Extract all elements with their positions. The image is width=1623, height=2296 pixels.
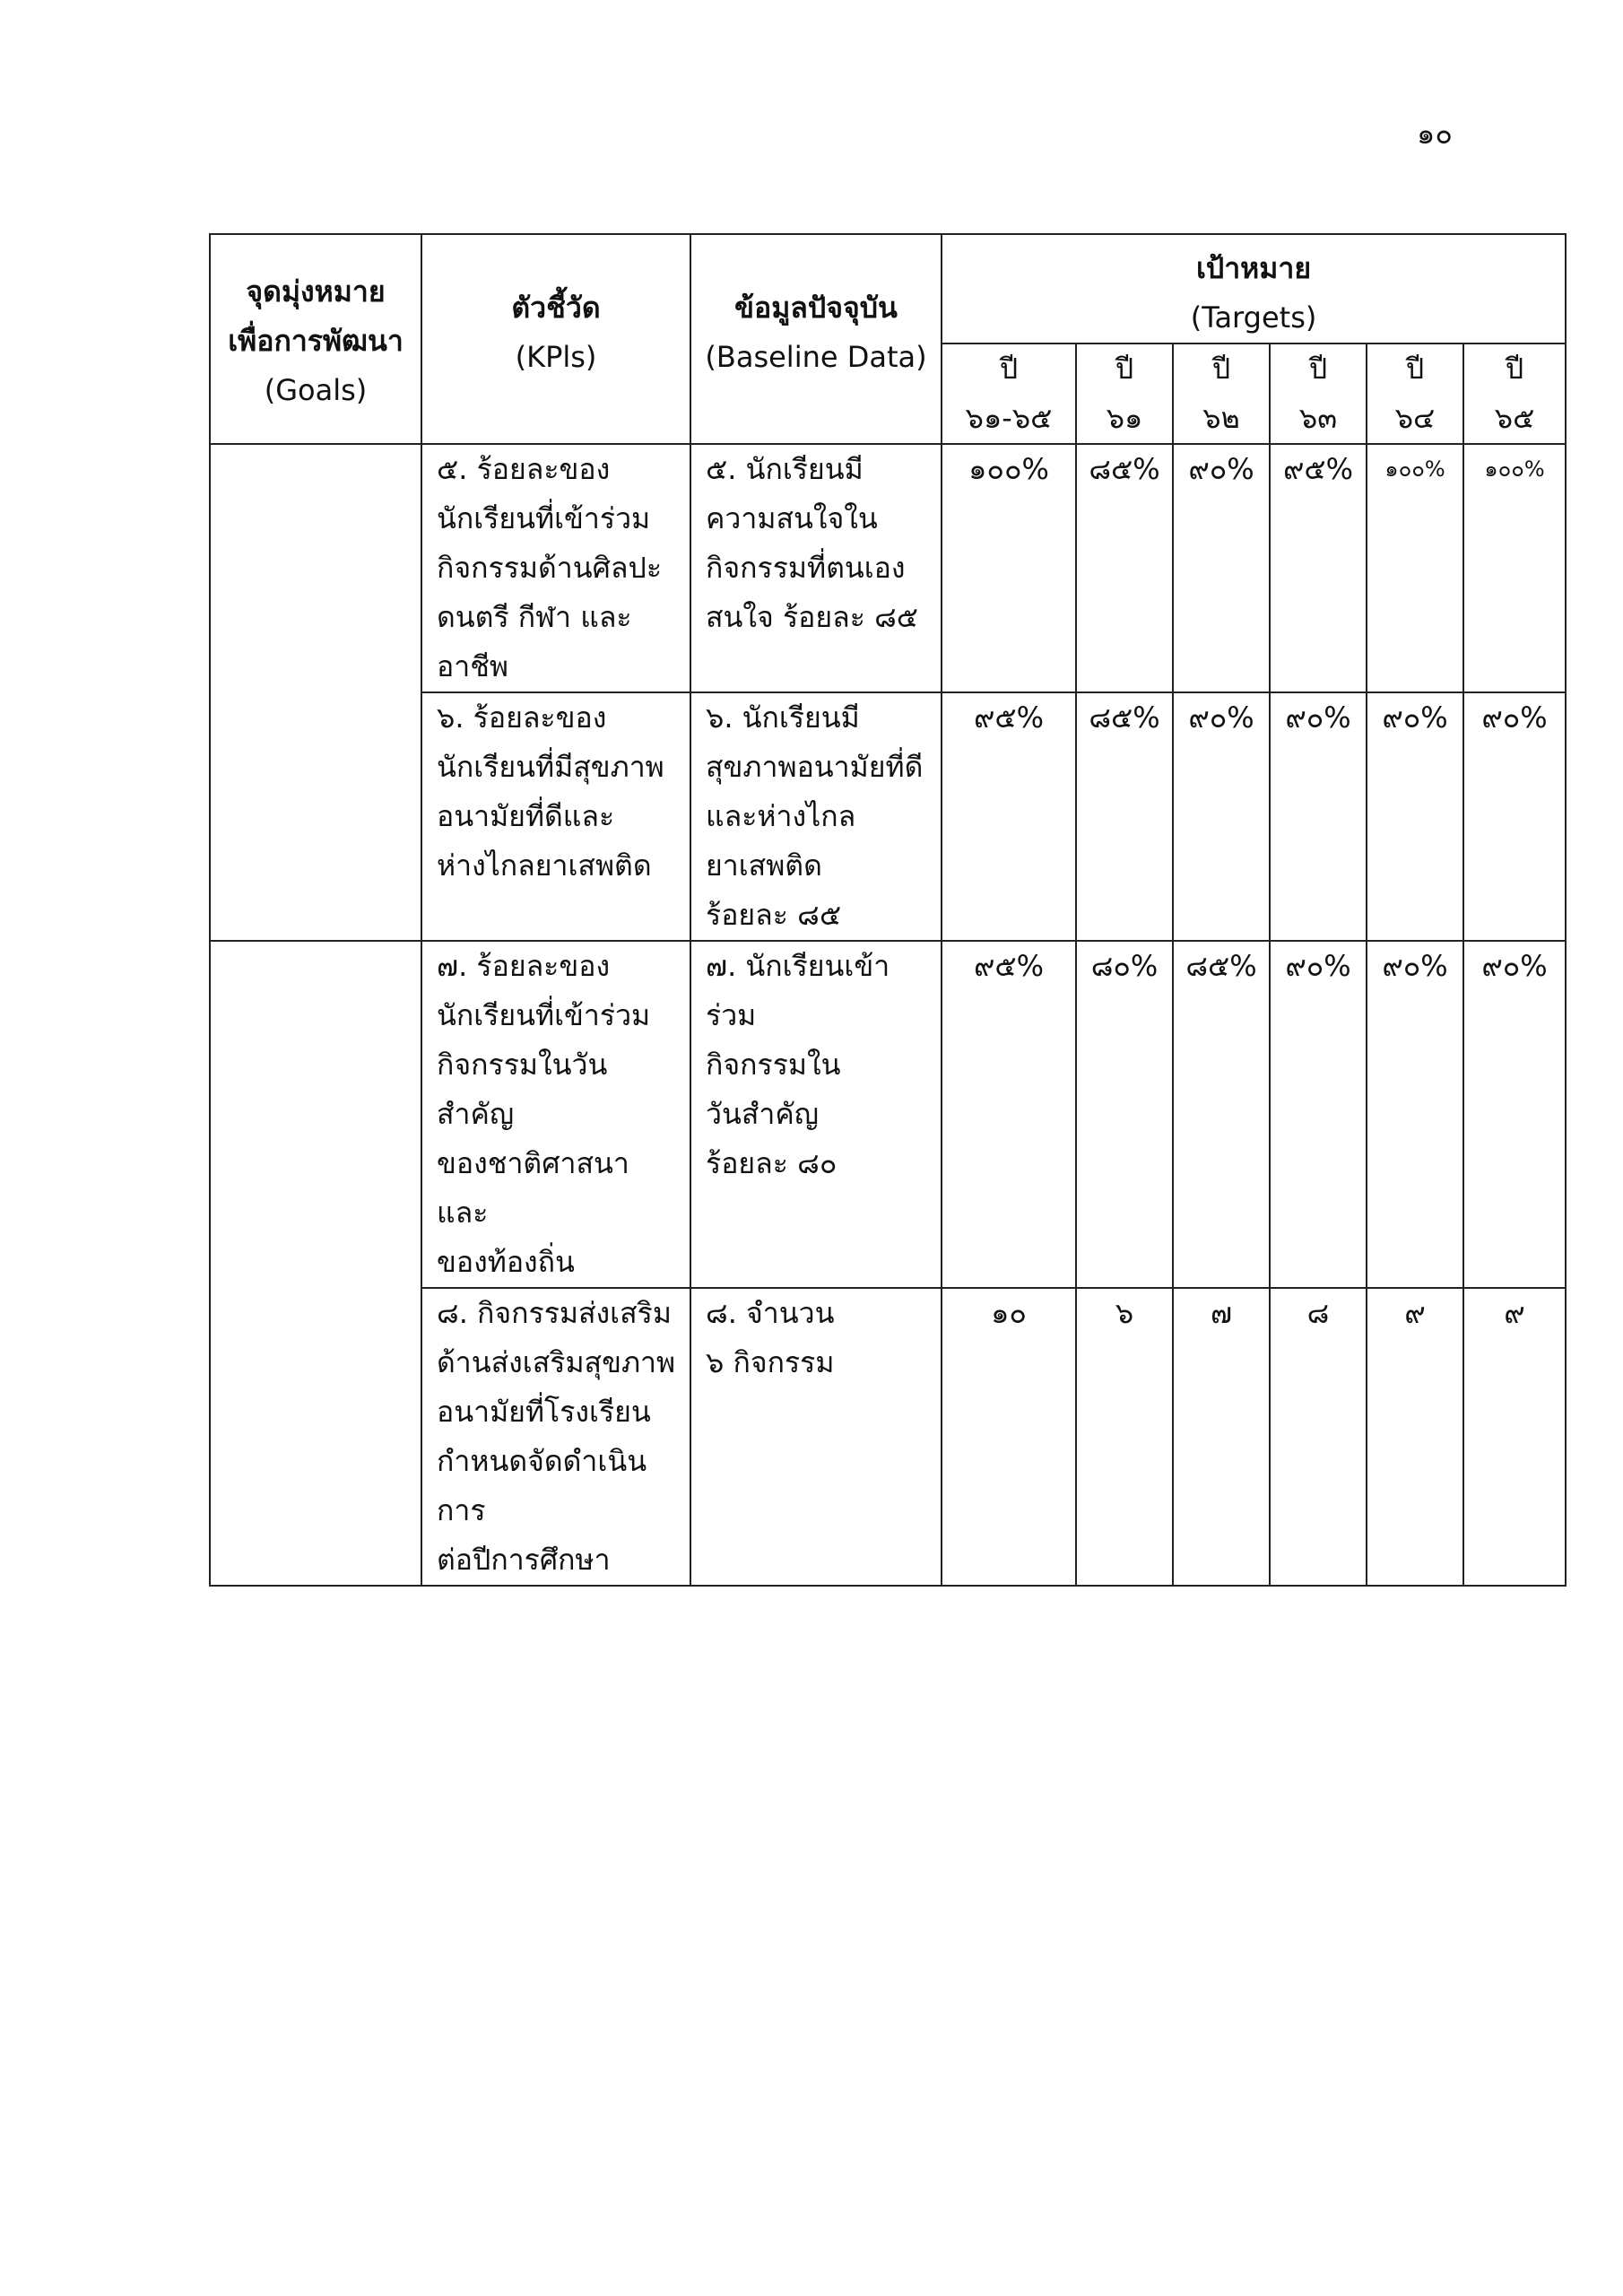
header-goals bbox=[210, 234, 421, 444]
header-targets bbox=[942, 234, 1566, 344]
target-cell: ๙ bbox=[1367, 1288, 1463, 1586]
year-label: ปี bbox=[1505, 352, 1524, 386]
header-kpi-english: (KPls) bbox=[515, 340, 597, 374]
target-cell: ๘๕% bbox=[1076, 692, 1173, 941]
header-goals-english: (Goals) bbox=[264, 373, 368, 407]
header-year-65 bbox=[1463, 344, 1566, 444]
target-cell: ๗ bbox=[1173, 1288, 1270, 1586]
baseline-text: ๗. นักเรียนเข้าร่วม กิจกรรมใน วันสำคัญ ร้อยละ ๘๐ bbox=[706, 949, 890, 1180]
goal-cell bbox=[210, 444, 421, 941]
target-cell: ๑๐๐% bbox=[942, 444, 1076, 692]
header-year-64 bbox=[1367, 344, 1463, 444]
year-number: ๖๑ bbox=[1106, 401, 1143, 435]
target-cell: ๙๕% bbox=[942, 692, 1076, 941]
kpi-cell bbox=[421, 941, 690, 1288]
baseline-cell bbox=[690, 1288, 942, 1586]
target-cell: ๙๕% bbox=[1270, 444, 1367, 692]
kpi-text: ๘. กิจกรรมส่งเสริม ด้านส่งเสริมสุขภาพ อนามัยที่โรงเรียน กำหนดจัดดำเนินการ ต่อปีการศึกษา bbox=[437, 1296, 676, 1577]
header-targets-thai: เป้าหมาย bbox=[1195, 251, 1312, 285]
target-cell: ๙ bbox=[1463, 1288, 1566, 1586]
kpi-text: ๖. ร้อยละของ นักเรียนที่มีสุขภาพ อนามัยที่ดีและ ห่างไกลยาเสพติด bbox=[437, 700, 664, 883]
target-cell: ๘๕% bbox=[1173, 941, 1270, 1288]
kpi-cell bbox=[421, 1288, 690, 1586]
baseline-text: ๘. จำนวน ๖ กิจกรรม bbox=[706, 1296, 835, 1379]
header-baseline-english: (Baseline Data) bbox=[705, 340, 927, 374]
year-label: ปี bbox=[999, 352, 1019, 386]
target-cell: ๘๕% bbox=[1076, 444, 1173, 692]
year-label: ปี bbox=[1115, 352, 1134, 386]
target-cell: ๑๐ bbox=[942, 1288, 1076, 1586]
baseline-text: ๕. นักเรียนมี ความสนใจใน กิจกรรมที่ตนเอง สนใจ ร้อยละ ๘๕ bbox=[706, 452, 918, 634]
header-year-63 bbox=[1270, 344, 1367, 444]
year-number: ๖๓ bbox=[1298, 401, 1338, 435]
year-number: ๖๒ bbox=[1202, 401, 1240, 435]
header-year-61 bbox=[1076, 344, 1173, 444]
target-cell: ๙๐% bbox=[1367, 692, 1463, 941]
baseline-cell bbox=[690, 941, 942, 1288]
year-number: ๖๕ bbox=[1494, 401, 1535, 435]
year-range: ๖๑-๖๕ bbox=[965, 401, 1053, 435]
target-cell: ๖ bbox=[1076, 1288, 1173, 1586]
target-cell: ๙๐% bbox=[1463, 941, 1566, 1288]
target-cell: ๘ bbox=[1270, 1288, 1367, 1586]
kpi-cell bbox=[421, 444, 690, 692]
target-cell: ๙๐% bbox=[1463, 692, 1566, 941]
header-kpi bbox=[421, 234, 690, 444]
year-label: ปี bbox=[1211, 352, 1231, 386]
table-row bbox=[210, 444, 1566, 692]
header-year-61-65 bbox=[942, 344, 1076, 444]
header-targets-english: (Targets) bbox=[1190, 300, 1317, 335]
baseline-cell bbox=[690, 692, 942, 941]
target-cell: ๙๐% bbox=[1173, 444, 1270, 692]
target-cell: ๙๐% bbox=[1270, 692, 1367, 941]
target-cell: ๑๐๐% bbox=[1463, 444, 1566, 692]
kpi-text: ๕. ร้อยละของ นักเรียนที่เข้าร่วม กิจกรรมด้านศิลปะ ดนตรี กีฬา และ อาชีพ bbox=[437, 452, 663, 683]
target-cell: ๙๐% bbox=[1173, 692, 1270, 941]
baseline-cell bbox=[690, 444, 942, 692]
kpi-text: ๗. ร้อยละของ นักเรียนที่เข้าร่วม กิจกรรมในวันสำคัญ ของชาติศาสนา และ ของท้องถิ่น bbox=[437, 949, 651, 1279]
target-cell: ๙๕% bbox=[942, 941, 1076, 1288]
header-baseline-thai: ข้อมูลปัจจุบัน bbox=[734, 291, 898, 325]
target-cell: ๙๐% bbox=[1270, 941, 1367, 1288]
table-row bbox=[210, 941, 1566, 1288]
goal-cell bbox=[210, 941, 421, 1586]
target-cell: ๑๐๐% bbox=[1367, 444, 1463, 692]
page-number: ๑๐ bbox=[1417, 117, 1453, 151]
kpi-cell bbox=[421, 692, 690, 941]
header-kpi-thai: ตัวชี้วัด bbox=[511, 291, 601, 325]
target-cell: ๘๐% bbox=[1076, 941, 1173, 1288]
kpi-table bbox=[209, 233, 1567, 1587]
header-goals-thai-1: จุดมุ่งหมาย bbox=[246, 274, 386, 309]
header-goals-thai-2: เพื่อการพัฒนา bbox=[228, 324, 404, 358]
header-year-62 bbox=[1173, 344, 1270, 444]
target-cell: ๙๐% bbox=[1367, 941, 1463, 1288]
header-baseline bbox=[690, 234, 942, 444]
year-label: ปี bbox=[1405, 352, 1425, 386]
baseline-text: ๖. นักเรียนมี สุขภาพอนามัยที่ดี และห่างไกล ยาเสพติด ร้อยละ ๘๕ bbox=[706, 700, 924, 932]
year-number: ๖๔ bbox=[1394, 401, 1436, 435]
year-label: ปี bbox=[1308, 352, 1328, 386]
